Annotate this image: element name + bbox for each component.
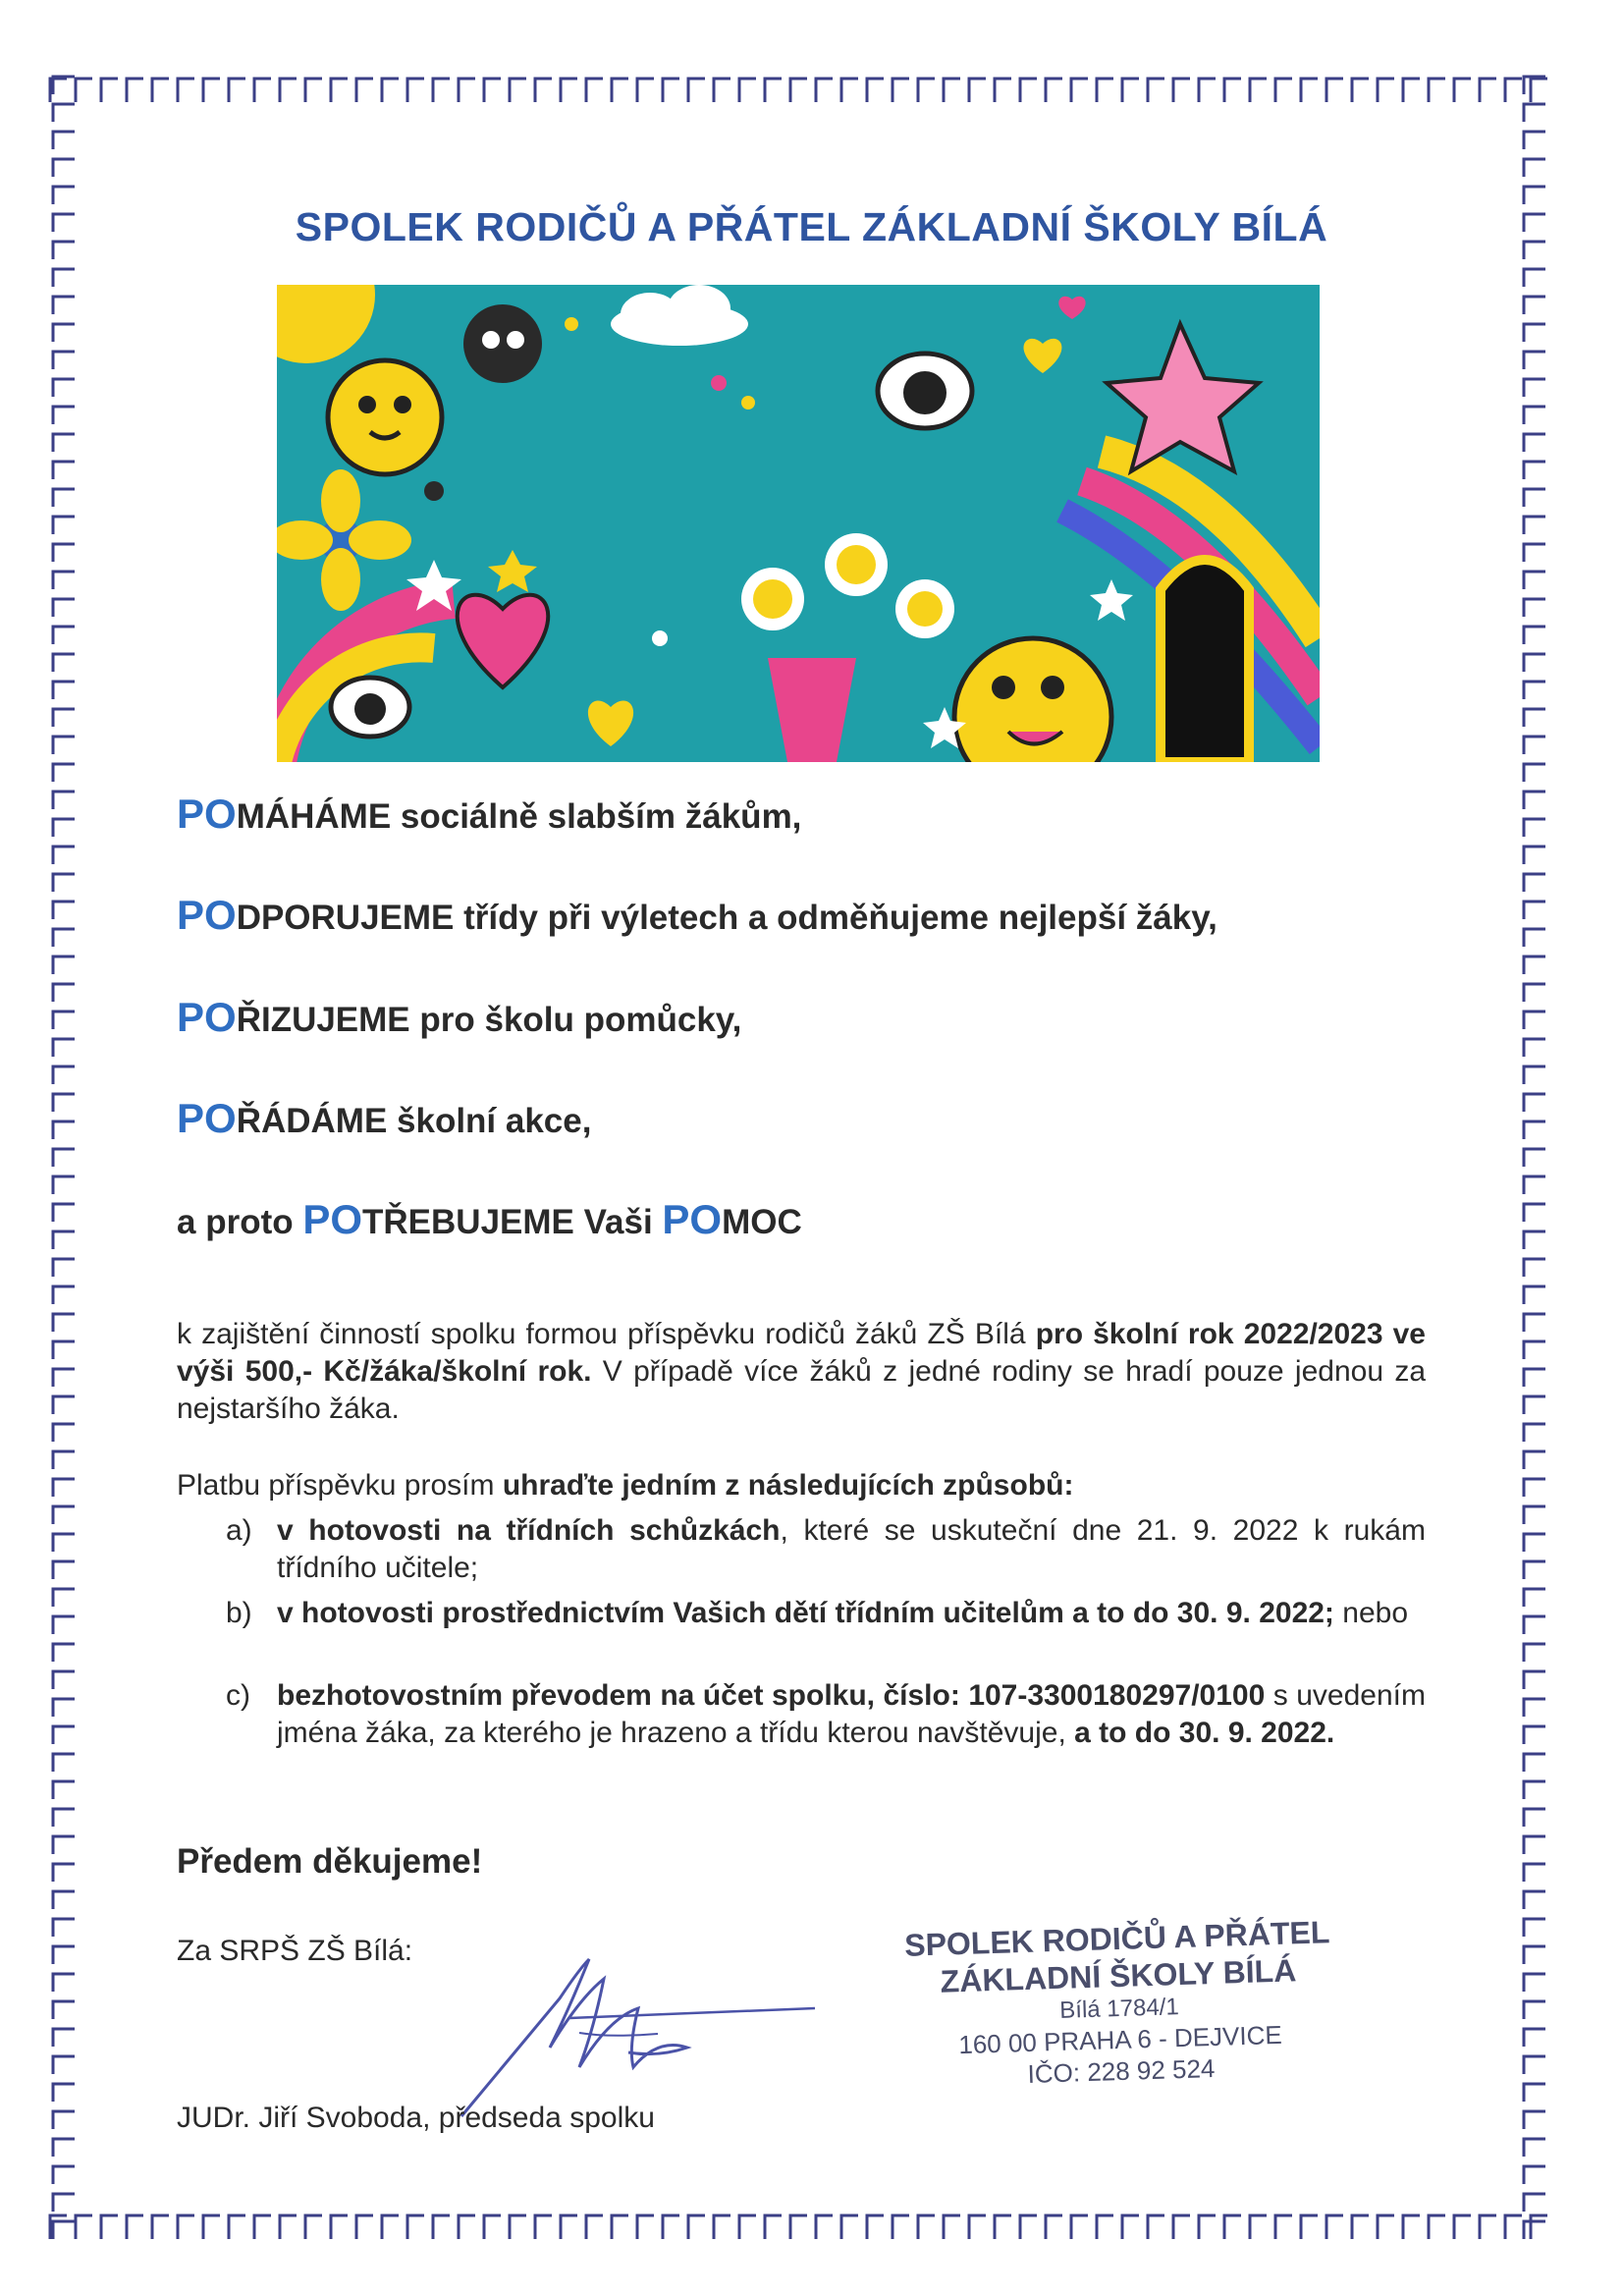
handwritten-signature (432, 1940, 844, 2126)
banner-illustration (277, 285, 1320, 762)
statement-porizujeme (177, 994, 741, 1041)
stamp-line: IČO: 228 92 524 (1027, 2052, 1216, 2089)
statement-podporujeme (177, 892, 1217, 939)
po-prefix: PO (177, 994, 237, 1040)
frame-top-border (47, 73, 1551, 106)
payment-option-a (226, 1512, 1426, 1587)
option-letter: c) (226, 1679, 250, 1712)
option-text: , které se uskuteční dne 21. 9. 2022 k rukám třídního učitele; (277, 1514, 1426, 1584)
po-prefix: PO (177, 1095, 237, 1141)
paragraph-text: V případě více žáků z jedné rodiny se hradí pouze jednou za nejstaršího žáka. (177, 1355, 1426, 1425)
option-text: s uvedením jména žáka, za kterého je hrazeno a třídu kterou navštěvuje, (277, 1679, 1426, 1749)
closing-lead: a proto (177, 1203, 303, 1241)
payment-intro (177, 1467, 1426, 1504)
option-text: nebo (1333, 1597, 1409, 1629)
page-title: SPOLEK RODIČŮ A PŘÁTEL ZÁKLADNÍ ŠKOLY BÍLÁ (295, 204, 1328, 249)
stamp-line: 160 00 PRAHA 6 - DEJVICE (957, 2019, 1283, 2060)
statement-pomahame (177, 791, 801, 838)
payment-option-c (226, 1677, 1426, 1752)
po-prefix: PO (302, 1196, 363, 1242)
statement-poradame (177, 1095, 591, 1142)
paragraph-bold: pro školní rok 2022/2023 ve výši 500,- Kč/žáka/školní rok. (177, 1318, 1426, 1388)
option-bold: bezhotovostním převodem na účet spolku, číslo: 107-3300180297/0100 (277, 1679, 1266, 1712)
paragraph-bold: uhraďte jedním z následujících způsobů: (502, 1469, 1074, 1502)
organization-stamp (861, 1912, 1377, 2105)
statement-text: ŘÁDÁME školní akce, (236, 1102, 592, 1140)
statement-potrebujeme (177, 1196, 802, 1243)
frame-bottom-border (47, 2210, 1551, 2243)
stamp-line: ZÁKLADNÍ ŠKOLY BÍLÁ (940, 1952, 1297, 1999)
po-prefix: PO (662, 1196, 723, 1242)
frame-left-border (47, 73, 81, 2243)
paragraph-text: Platbu příspěvku prosím (177, 1469, 503, 1502)
payment-option-b (226, 1595, 1426, 1632)
option-letter: a) (226, 1514, 252, 1547)
paragraph-text: k zajištění činností spolku formou příspěvku rodičů žáků ZŠ Bílá (177, 1318, 1036, 1350)
contribution-paragraph (177, 1316, 1426, 1428)
stamp-line: SPOLEK RODIČŮ A PŘÁTEL (903, 1914, 1330, 1963)
statement-text: MÁHÁME sociálně slabším žákům, (236, 797, 802, 836)
closing-word2: MOC (722, 1203, 802, 1241)
closing-word1: TŘEBUJEME Vaši (362, 1203, 663, 1241)
option-letter: b) (226, 1597, 252, 1629)
statement-text: ŘIZUJEME pro školu pomůcky, (236, 1001, 742, 1039)
option-bold: v hotovosti prostřednictvím Vašich dětí třídním učitelům a to do 30. 9. 2022; (277, 1597, 1334, 1629)
stamp-line: Bílá 1784/1 (1058, 1994, 1180, 2024)
thanks-heading: Předem děkujeme! (177, 1842, 483, 1881)
option-bold-tail: a to do 30. 9. 2022. (1074, 1717, 1335, 1749)
frame-right-border (1518, 73, 1551, 2243)
signature-label: Za SRPŠ ZŠ Bílá: (177, 1935, 413, 1967)
option-bold: v hotovosti na třídních schůzkách (277, 1514, 781, 1547)
signer-name: JUDr. Jiří Svoboda, předseda spolku (177, 2102, 655, 2134)
po-prefix: PO (177, 892, 237, 938)
po-prefix: PO (177, 791, 237, 837)
statement-text: DPORUJEME třídy při výletech a odměňujeme nejlepší žáky, (236, 899, 1217, 937)
